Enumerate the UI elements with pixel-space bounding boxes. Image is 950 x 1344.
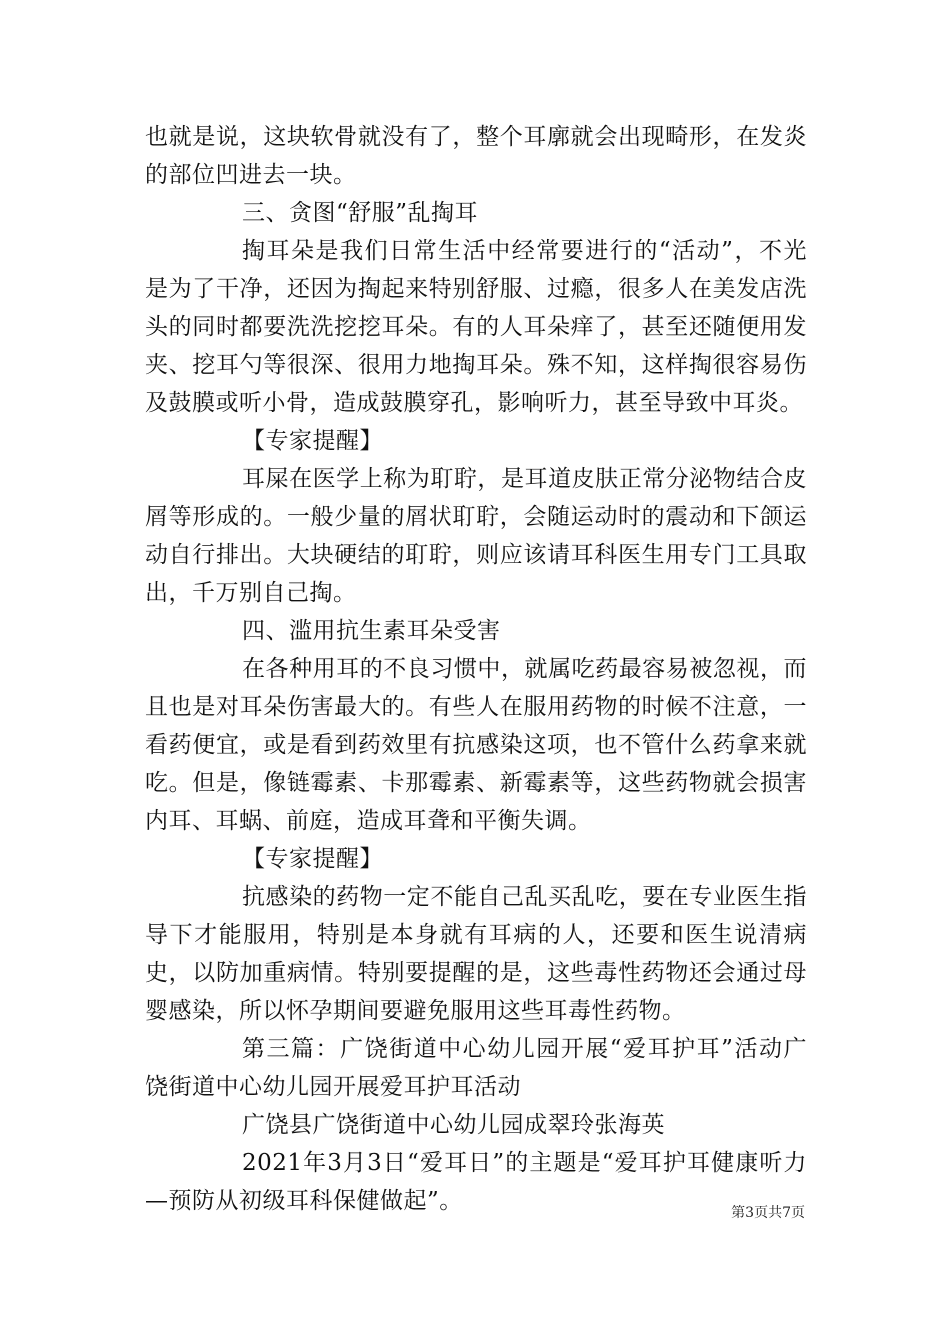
paragraph: 抗感染的药物一定不能自己乱买乱吃，要在专业医生指导下才能服用，特别是本身就有耳病的人，还要和医生说清病史，以防加重病情。特别要提醒的是，这些毒性药物还会通过母婴感染，所以怀孕期间要避免服用这些耳毒性药物。: [145, 884, 807, 1024]
paragraph: 2021年3月3日“爱耳日”的主题是“爱耳护耳健康听力—预防从初级耳科保健做起”。: [145, 1150, 807, 1214]
paragraph: 也就是说，这块软骨就没有了，整个耳廓就会出现畸形，在发炎的部位凹进去一块。: [145, 124, 807, 188]
paragraph: 耳屎在医学上称为耵聍，是耳道皮肤正常分泌物结合皮屑等形成的。一般少量的屑状耵聍，会随运动时的震动和下颌运动自行排出。大块硬结的耵聍，则应该请耳科医生用专门工具取出，千万别自己掏。: [145, 466, 807, 606]
paragraph: 掏耳朵是我们日常生活中经常要进行的“活动”，不光是为了干净，还因为掏起来特别舒服、过瘾，很多人在美发店洗头的同时都要洗洗挖挖耳朵。有的人耳朵痒了，甚至还随便用发夹、挖耳勺等很深、很用力地掏耳朵。殊不知，这样掏很容易伤及鼓膜或听小骨，造成鼓膜穿孔，影响听力，甚至导致中耳炎。: [145, 238, 807, 416]
section-heading: 三、贪图“舒服”乱掏耳: [242, 200, 479, 226]
paragraph: 在各种用耳的不良习惯中，就属吃药最容易被忽视，而且也是对耳朵伤害最大的。有些人在服用药物的时候不注意，一看药便宜，或是看到药效里有抗感染这项，也不管什么药拿来就吃。但是，像链霉素、卡那霉素、新霉素等，这些药物就会损害内耳、耳蜗、前庭，造成耳聋和平衡失调。: [145, 656, 807, 834]
chapter-title: 第三篇：广饶街道中心幼儿园开展“爱耳护耳”活动广饶街道中心幼儿园开展爱耳护耳活动: [145, 1036, 807, 1100]
expert-tip-heading: 【专家提醒】: [242, 846, 383, 872]
author-line: 广饶县广饶街道中心幼儿园成翠玲张海英: [242, 1112, 665, 1138]
expert-tip-heading: 【专家提醒】: [242, 428, 383, 454]
page-number-footer: 第3页共7页: [731, 1205, 805, 1221]
section-heading: 四、滥用抗生素耳朵受害: [242, 618, 501, 644]
document-body: [145, 118, 807, 1220]
